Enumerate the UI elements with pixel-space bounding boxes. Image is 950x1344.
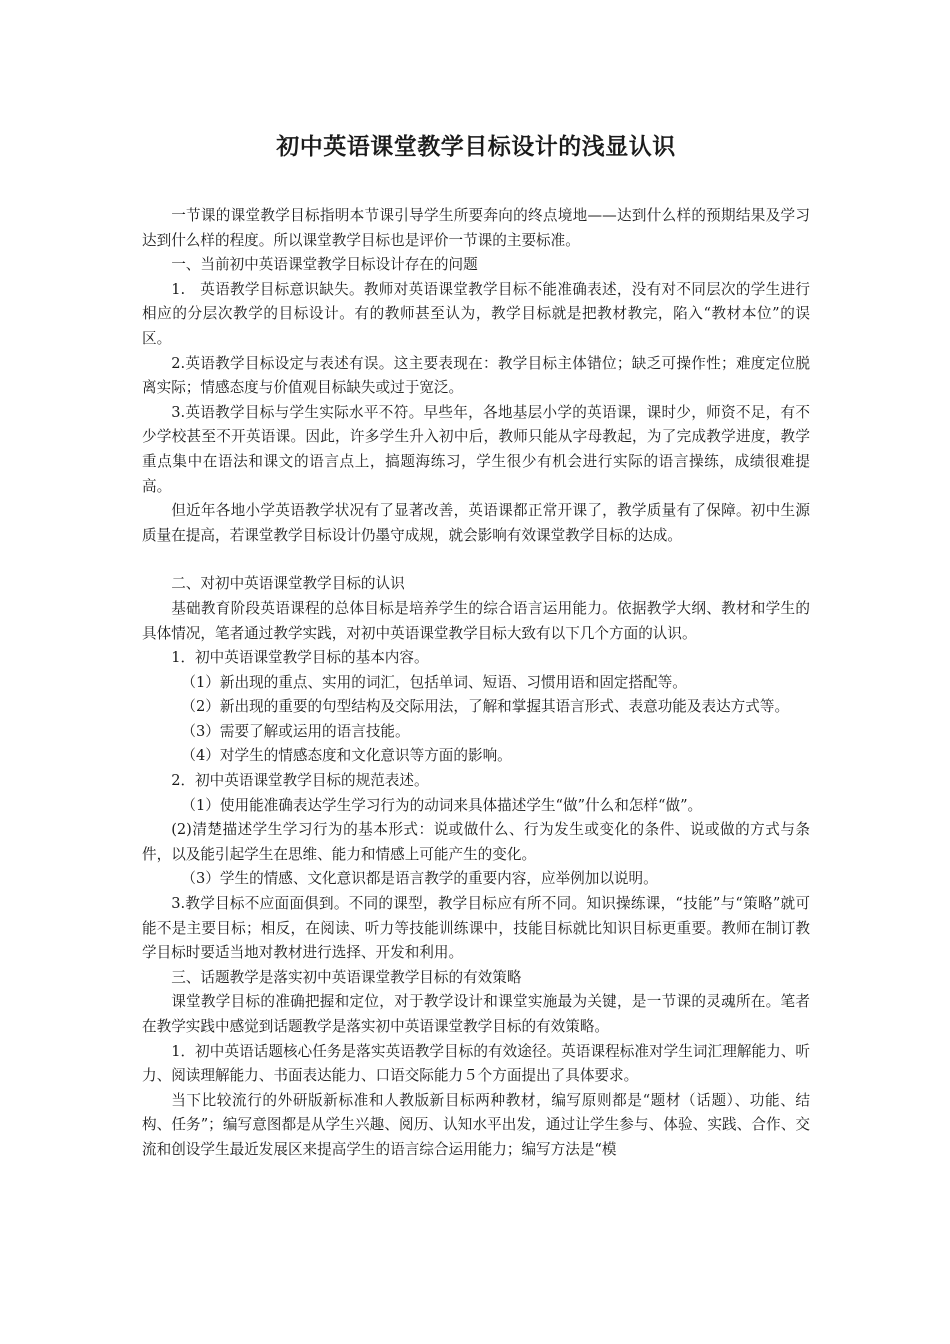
subheading: 1．初中英语课堂教学目标的基本内容。 — [171, 649, 429, 667]
list-item: （3）需要了解或运用的语言技能。 — [181, 722, 410, 740]
section-heading-2: 二、对初中英语课堂教学目标的认识 — [171, 575, 405, 593]
paragraph: 1. 英语教学目标意识缺失。教师对英语课堂教学目标不能准确表述，没有对不同层次的学生进行相应的分层次教学的目标设计。有的教师甚至认为，教学目标就是把教材教完，陷入“教材本位”的误区。 — [142, 280, 810, 347]
list-item: （1）新出现的重点、实用的词汇，包括单词、短语、习惯用语和固定搭配等。 — [181, 673, 687, 691]
blank-line — [142, 548, 810, 572]
section-heading-3: 三、话题教学是落实初中英语课堂教学目标的有效策略 — [171, 968, 522, 986]
paragraph: 但近年各地小学英语教学状况有了显著改善，英语课都正常开课了，教学质量有了保障。初中生源质量在提高，若课堂教学目标设计仍墨守成规，就会影响有效课堂教学目标的达成。 — [142, 502, 810, 544]
list-item: （2）新出现的重要的句型结构及交际用法，了解和掌握其语言形式、表意功能及表达方式等。 — [181, 698, 790, 716]
document-page — [142, 130, 810, 1163]
list-item: （1）使用能准确表达学生学习行为的动词来具体描述学生“做”什么和怎样“做”。 — [181, 796, 703, 814]
section-heading-1: 一、当前初中英语课堂教学目标设计存在的问题 — [171, 256, 478, 274]
subheading: 2．初中英语课堂教学目标的规范表述。 — [171, 772, 429, 790]
paragraph: 1．初中英语话题核心任务是落实英语教学目标的有效途径。英语课程标准对学生词汇理解能力、听力、阅读理解能力、书面表达能力、口语交际能力５个方面提出了具体要求。 — [142, 1042, 810, 1085]
paragraph: 2.英语教学目标设定与表述有误。这主要表现在：教学目标主体错位；缺乏可操作性；难度定位脱离实际；情感态度与价值观目标缺失或过于宽泛。 — [142, 354, 810, 397]
list-item: （4）对学生的情感态度和文化意识等方面的影响。 — [181, 747, 512, 765]
document-title: 初中英语课堂教学目标设计的浅显认识 — [276, 134, 676, 160]
list-item: （3）学生的情感、文化意识都是语言教学的重要内容，应举例加以说明。 — [181, 870, 658, 888]
paragraph: 课堂教学目标的准确把握和定位，对于教学设计和课堂实施最为关键，是一节课的灵魂所在。笔者在教学实践中感觉到话题教学是落实初中英语课堂教学目标的有效策略。 — [142, 993, 810, 1035]
paragraph: 当下比较流行的外研版新标准和人教版新目标两种教材，编写原则都是“题材（话题）、功能、结构、任务”；编写意图都是从学生兴趣、阅历、认知水平出发，通过让学生参与、体验、实践、合作、交流和创设学生最近发展区来提高学生的语言综合运用能力；编写方法是“模 — [142, 1091, 810, 1158]
paragraph-intro: 一节课的课堂教学目标指明本节课引导学生所要奔向的终点境地——达到什么样的预期结果及学习达到什么样的程度。所以课堂教学目标也是评价一节课的主要标准。 — [142, 207, 810, 249]
list-item: (2)清楚描述学生学习行为的基本形式：说或做什么、行为发生或变化的条件、说或做的方式与条件，以及能引起学生在思维、能力和情感上可能产生的变化。 — [142, 821, 810, 863]
paragraph: 3.英语教学目标与学生实际水平不符。早些年，各地基层小学的英语课，课时少，师资不足，有不少学校甚至不开英语课。因此，许多学生升入初中后，教师只能从字母教起，为了完成教学进度，教学重点集中在语法和课文的语言点上，搞题海练习，学生很少有机会进行实际的语言操练，成绩很难提高。 — [142, 403, 810, 495]
paragraph: 基础教育阶段英语课程的总体目标是培养学生的综合语言运用能力。依据教学大纲、教材和学生的具体情况，笔者通过教学实践，对初中英语课堂教学目标大致有以下几个方面的认识。 — [142, 599, 810, 642]
paragraph: 3.教学目标不应面面俱到。不同的课型，教学目标应有所不同。知识操练课，“技能”与“策略”就可能不是主要目标；相反，在阅读、听力等技能训练课中，技能目标就比知识目标更重要。教师在制订教学目标时要适当地对教材进行选择、开发和利用。 — [142, 895, 810, 962]
